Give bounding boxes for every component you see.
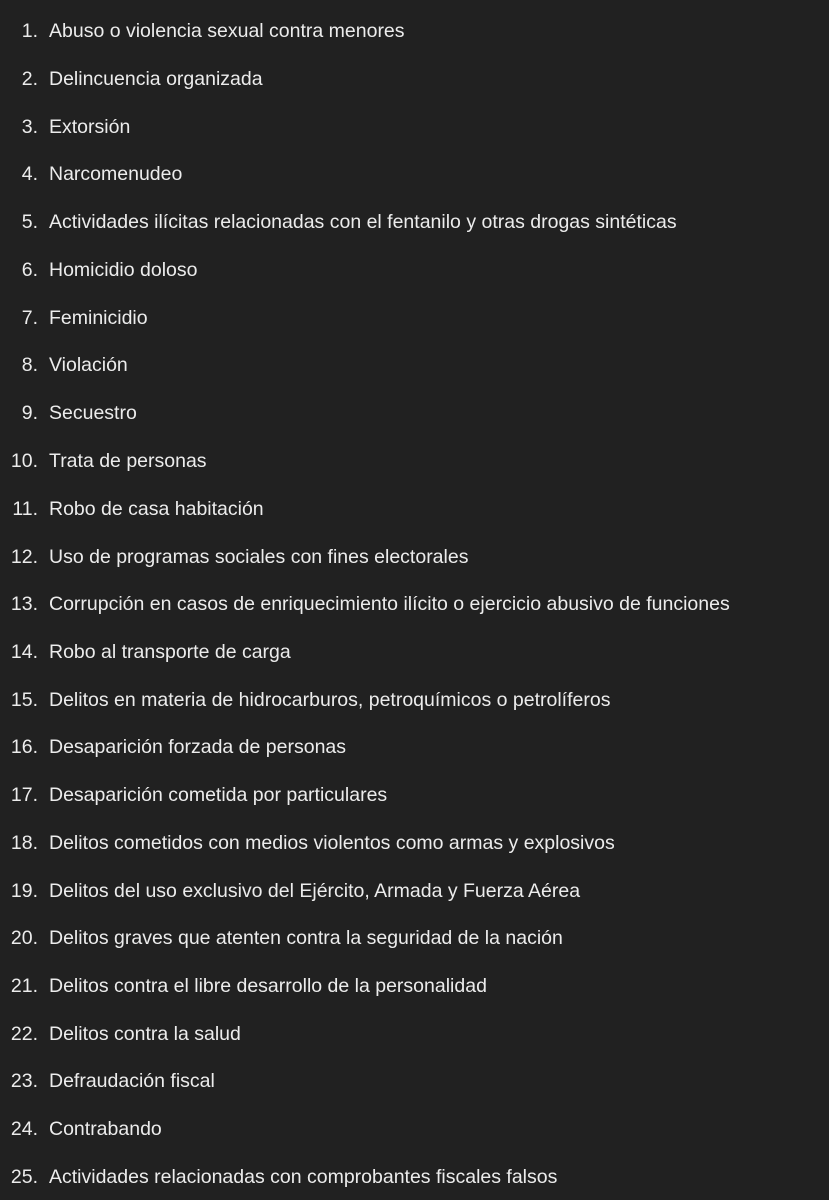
list-item-text: Delitos en materia de hidrocarburos, petroquímicos o petrolíferos xyxy=(49,689,611,711)
list-item-text: Delitos del uso exclusivo del Ejército, Armada y Fuerza Aérea xyxy=(49,880,581,902)
list-item-number: 25. xyxy=(10,1166,38,1188)
list-item-text: Desaparición forzada de personas xyxy=(49,736,347,758)
list-item-number: 11. xyxy=(12,498,38,520)
list-item-number: 16. xyxy=(10,736,38,758)
list-item-text: Delitos graves que atenten contra la seguridad de la nación xyxy=(49,927,563,949)
list-item-number: 15. xyxy=(10,689,38,711)
list-item-text: Delitos contra la salud xyxy=(49,1023,241,1045)
list-item-text: Extorsión xyxy=(49,116,131,138)
list-item-text: Defraudación fiscal xyxy=(49,1070,215,1092)
list-item-text: Robo de casa habitación xyxy=(49,498,264,520)
list-item-text: Contrabando xyxy=(49,1118,162,1140)
list-item-text: Violación xyxy=(49,354,128,376)
list-item-number: 3. xyxy=(21,116,38,138)
list-item-number: 1. xyxy=(21,20,38,42)
list-item-text: Delincuencia organizada xyxy=(49,68,263,90)
list-item-text: Uso de programas sociales con fines electorales xyxy=(49,546,469,568)
list-item-text: Delitos cometidos con medios violentos como armas y explosivos xyxy=(49,832,615,854)
list-item-text: Delitos contra el libre desarrollo de la personalidad xyxy=(49,975,487,997)
list-item-text: Homicidio doloso xyxy=(49,259,198,281)
list-item-number: 18. xyxy=(10,832,38,854)
list-item-number: 24. xyxy=(10,1118,38,1140)
list-item-text: Trata de personas xyxy=(49,450,207,472)
list-item-number: 20. xyxy=(10,927,38,949)
list-item-number: 7. xyxy=(21,307,38,329)
list-item-text: Robo al transporte de carga xyxy=(49,641,291,663)
list-item-text: Abuso o violencia sexual contra menores xyxy=(49,20,405,42)
list-item-number: 17. xyxy=(10,784,38,806)
list-item-number: 9. xyxy=(21,402,38,424)
list-item-number: 2. xyxy=(21,68,38,90)
list-item-number: 10. xyxy=(10,450,38,472)
list-item-number: 12. xyxy=(10,546,38,568)
list-item-number: 23. xyxy=(10,1070,38,1092)
list-item-text: Actividades ilícitas relacionadas con el fentanilo y otras drogas sintéticas xyxy=(49,211,677,233)
list-item-number: 5. xyxy=(21,211,38,233)
list-item-text: Secuestro xyxy=(49,402,137,424)
list-item-number: 22. xyxy=(10,1023,38,1045)
list-item-number: 13. xyxy=(10,593,38,615)
list-item-number: 4. xyxy=(21,163,38,185)
list-item-number: 19. xyxy=(10,880,38,902)
list-item-number: 6. xyxy=(21,259,38,281)
list-item-text: Feminicidio xyxy=(49,307,148,329)
list-item-number: 14. xyxy=(10,641,38,663)
list-item-text: Corrupción en casos de enriquecimiento ilícito o ejercicio abusivo de funciones xyxy=(49,593,730,615)
list-item-number: 8. xyxy=(21,354,38,376)
list-item-text: Narcomenudeo xyxy=(49,163,183,185)
list-item-number: 21. xyxy=(10,975,38,997)
list-item-text: Desaparición cometida por particulares xyxy=(49,784,388,806)
list-item-text: Actividades relacionadas con comprobantes fiscales falsos xyxy=(49,1166,558,1188)
